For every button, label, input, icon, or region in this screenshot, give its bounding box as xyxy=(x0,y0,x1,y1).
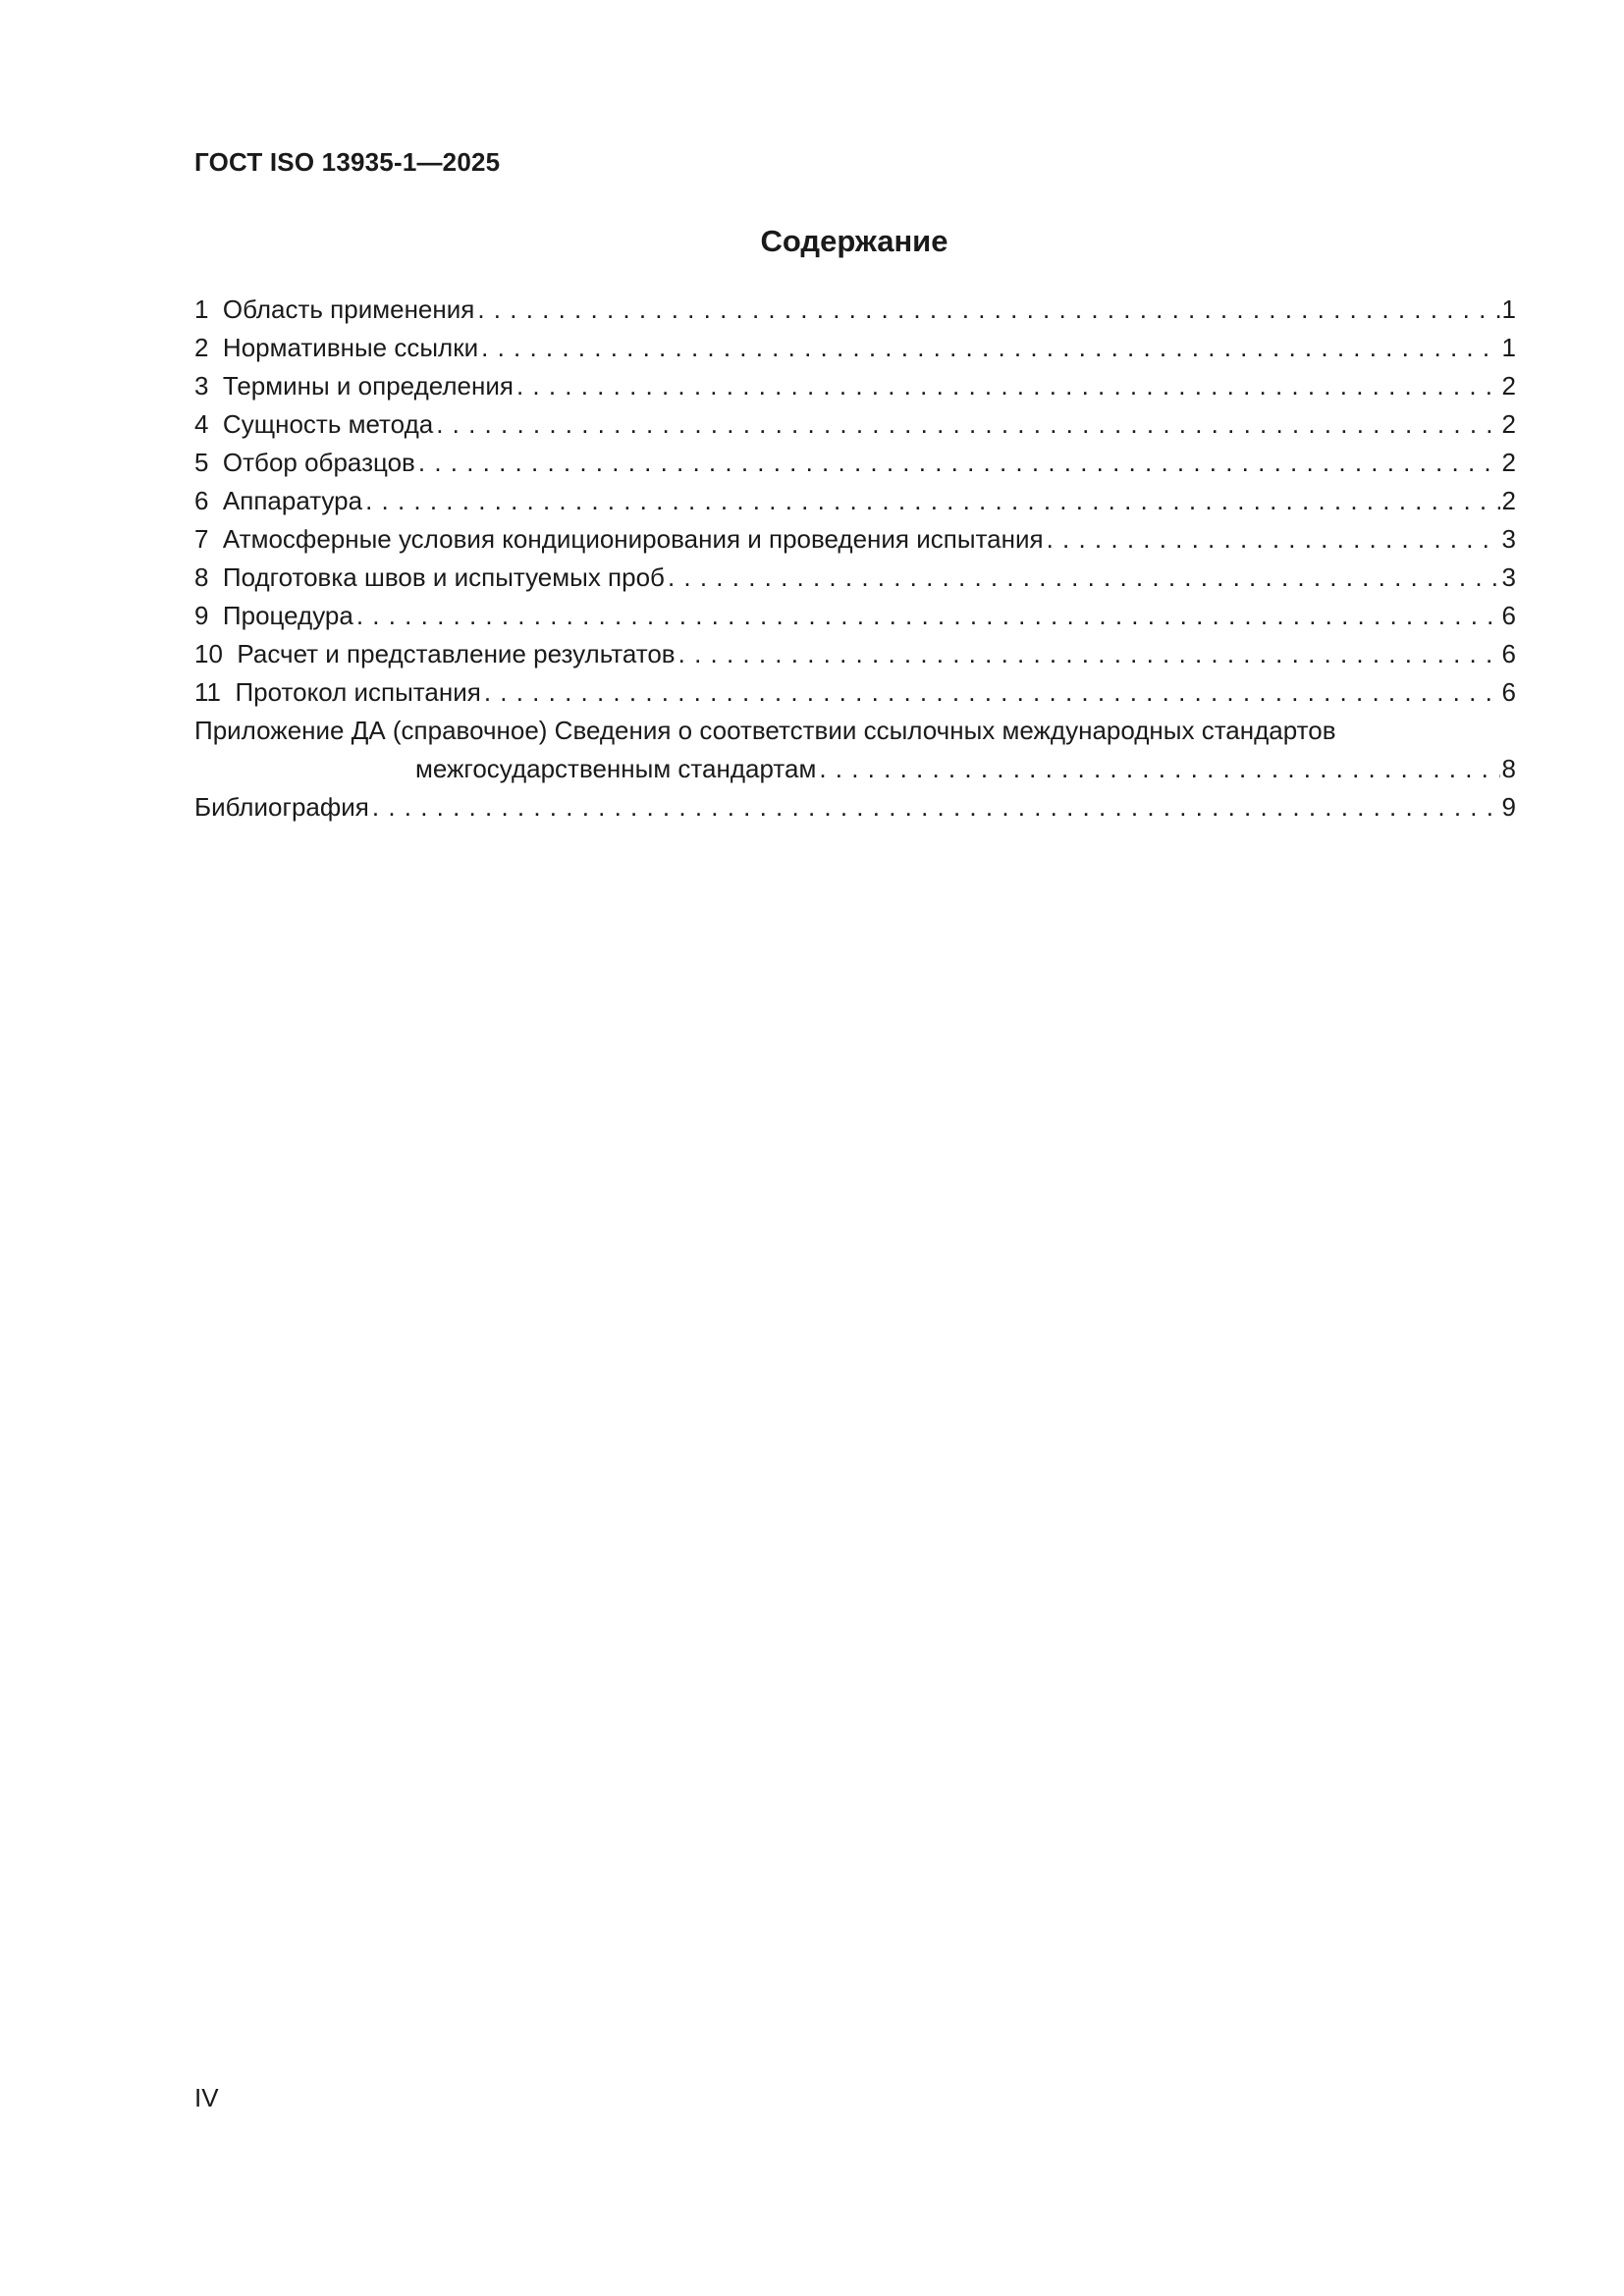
toc-leader-dots xyxy=(372,788,1500,827)
toc-entry-page: 2 xyxy=(1501,371,1516,400)
toc-entry-page: 6 xyxy=(1501,677,1516,707)
toc-leader-dots xyxy=(484,673,1500,712)
toc-entry-page: 6 xyxy=(1501,639,1516,668)
toc-entry[interactable] xyxy=(194,520,1516,559)
toc-entry-page: 3 xyxy=(1501,524,1516,554)
toc-entry-number: 8 xyxy=(194,562,209,592)
toc-entry-number: 4 xyxy=(194,409,209,439)
toc-entry-label: Расчет и представление результатов xyxy=(237,639,676,668)
toc-entry-number: 6 xyxy=(194,486,209,515)
toc-leader-dots xyxy=(481,329,1499,367)
toc-entry-label: Подготовка швов и испытуемых проб xyxy=(222,562,665,592)
toc-entry-label: Отбор образцов xyxy=(222,448,415,477)
toc-entry[interactable] xyxy=(194,673,1516,712)
toc-entry[interactable] xyxy=(194,559,1516,597)
toc-entry[interactable] xyxy=(194,329,1516,367)
toc-entry[interactable] xyxy=(194,291,1516,329)
toc-entry-page: 6 xyxy=(1501,601,1516,630)
page-number: IV xyxy=(194,2083,219,2112)
toc-entry-number: 5 xyxy=(194,448,209,477)
toc-entry-label: Библиография xyxy=(194,788,372,827)
toc-entry-page: 1 xyxy=(1501,333,1516,362)
toc-entry[interactable] xyxy=(194,597,1516,635)
toc-entry-number: 11 xyxy=(194,677,221,707)
toc-leader-dots xyxy=(477,291,1499,329)
toc-entry-page: 2 xyxy=(1501,486,1516,515)
toc-entry-number: 1 xyxy=(194,294,209,324)
toc-entry-page: 3 xyxy=(1501,562,1516,592)
toc-entry[interactable] xyxy=(194,444,1516,482)
toc-annex-line1: Приложение ДА (справочное) Сведения о соответствии ссылочных международных стандартов xyxy=(194,716,1336,745)
toc-entry-label: Процедура xyxy=(222,601,353,630)
toc-title: Содержание xyxy=(760,224,948,258)
toc-entry[interactable] xyxy=(194,405,1516,444)
toc-entry-label: Атмосферные условия кондиционирования и проведения испытания xyxy=(222,524,1044,554)
toc-leader-dots xyxy=(819,750,1499,788)
toc-leader-dots xyxy=(436,405,1499,444)
toc-leader-dots xyxy=(678,635,1500,673)
toc-entry[interactable] xyxy=(194,482,1516,520)
toc-entry[interactable] xyxy=(194,367,1516,405)
toc-entry-number: 9 xyxy=(194,601,209,630)
toc-entry-page: 2 xyxy=(1501,409,1516,439)
toc-annex-line2: межгосударственным стандартам xyxy=(415,750,819,788)
toc-entry[interactable] xyxy=(194,635,1516,673)
toc-entry-label: Термины и определения xyxy=(222,371,514,400)
toc-entry-label: Нормативные ссылки xyxy=(222,333,479,362)
toc-leader-dots xyxy=(1047,520,1500,559)
toc-entry-label: Область применения xyxy=(222,294,475,324)
toc-leader-dots xyxy=(356,597,1500,635)
document-identifier: ГОСТ ISO 13935-1—2025 xyxy=(194,147,501,177)
toc-entry-page: 9 xyxy=(1501,792,1516,822)
toc-entry-page: 2 xyxy=(1501,448,1516,477)
toc-entry-label: Сущность метода xyxy=(222,409,434,439)
toc-entry-number: 7 xyxy=(194,524,209,554)
toc-leader-dots xyxy=(365,482,1499,520)
toc-entry-page: 1 xyxy=(1501,294,1516,324)
toc-entry-page: 8 xyxy=(1501,754,1516,783)
toc-entry-number: 3 xyxy=(194,371,209,400)
toc-entry-label: Аппаратура xyxy=(222,486,363,515)
toc-entry-bibliography[interactable] xyxy=(194,788,1516,827)
toc-leader-dots xyxy=(418,444,1500,482)
toc-entry-label: Протокол испытания xyxy=(235,677,481,707)
toc-leader-dots xyxy=(668,559,1500,597)
toc-entry-number: 10 xyxy=(194,639,223,668)
toc-leader-dots xyxy=(516,367,1500,405)
toc-entry-number: 2 xyxy=(194,333,209,362)
toc-entry-annex[interactable] xyxy=(194,712,1516,788)
table-of-contents xyxy=(194,291,1516,827)
